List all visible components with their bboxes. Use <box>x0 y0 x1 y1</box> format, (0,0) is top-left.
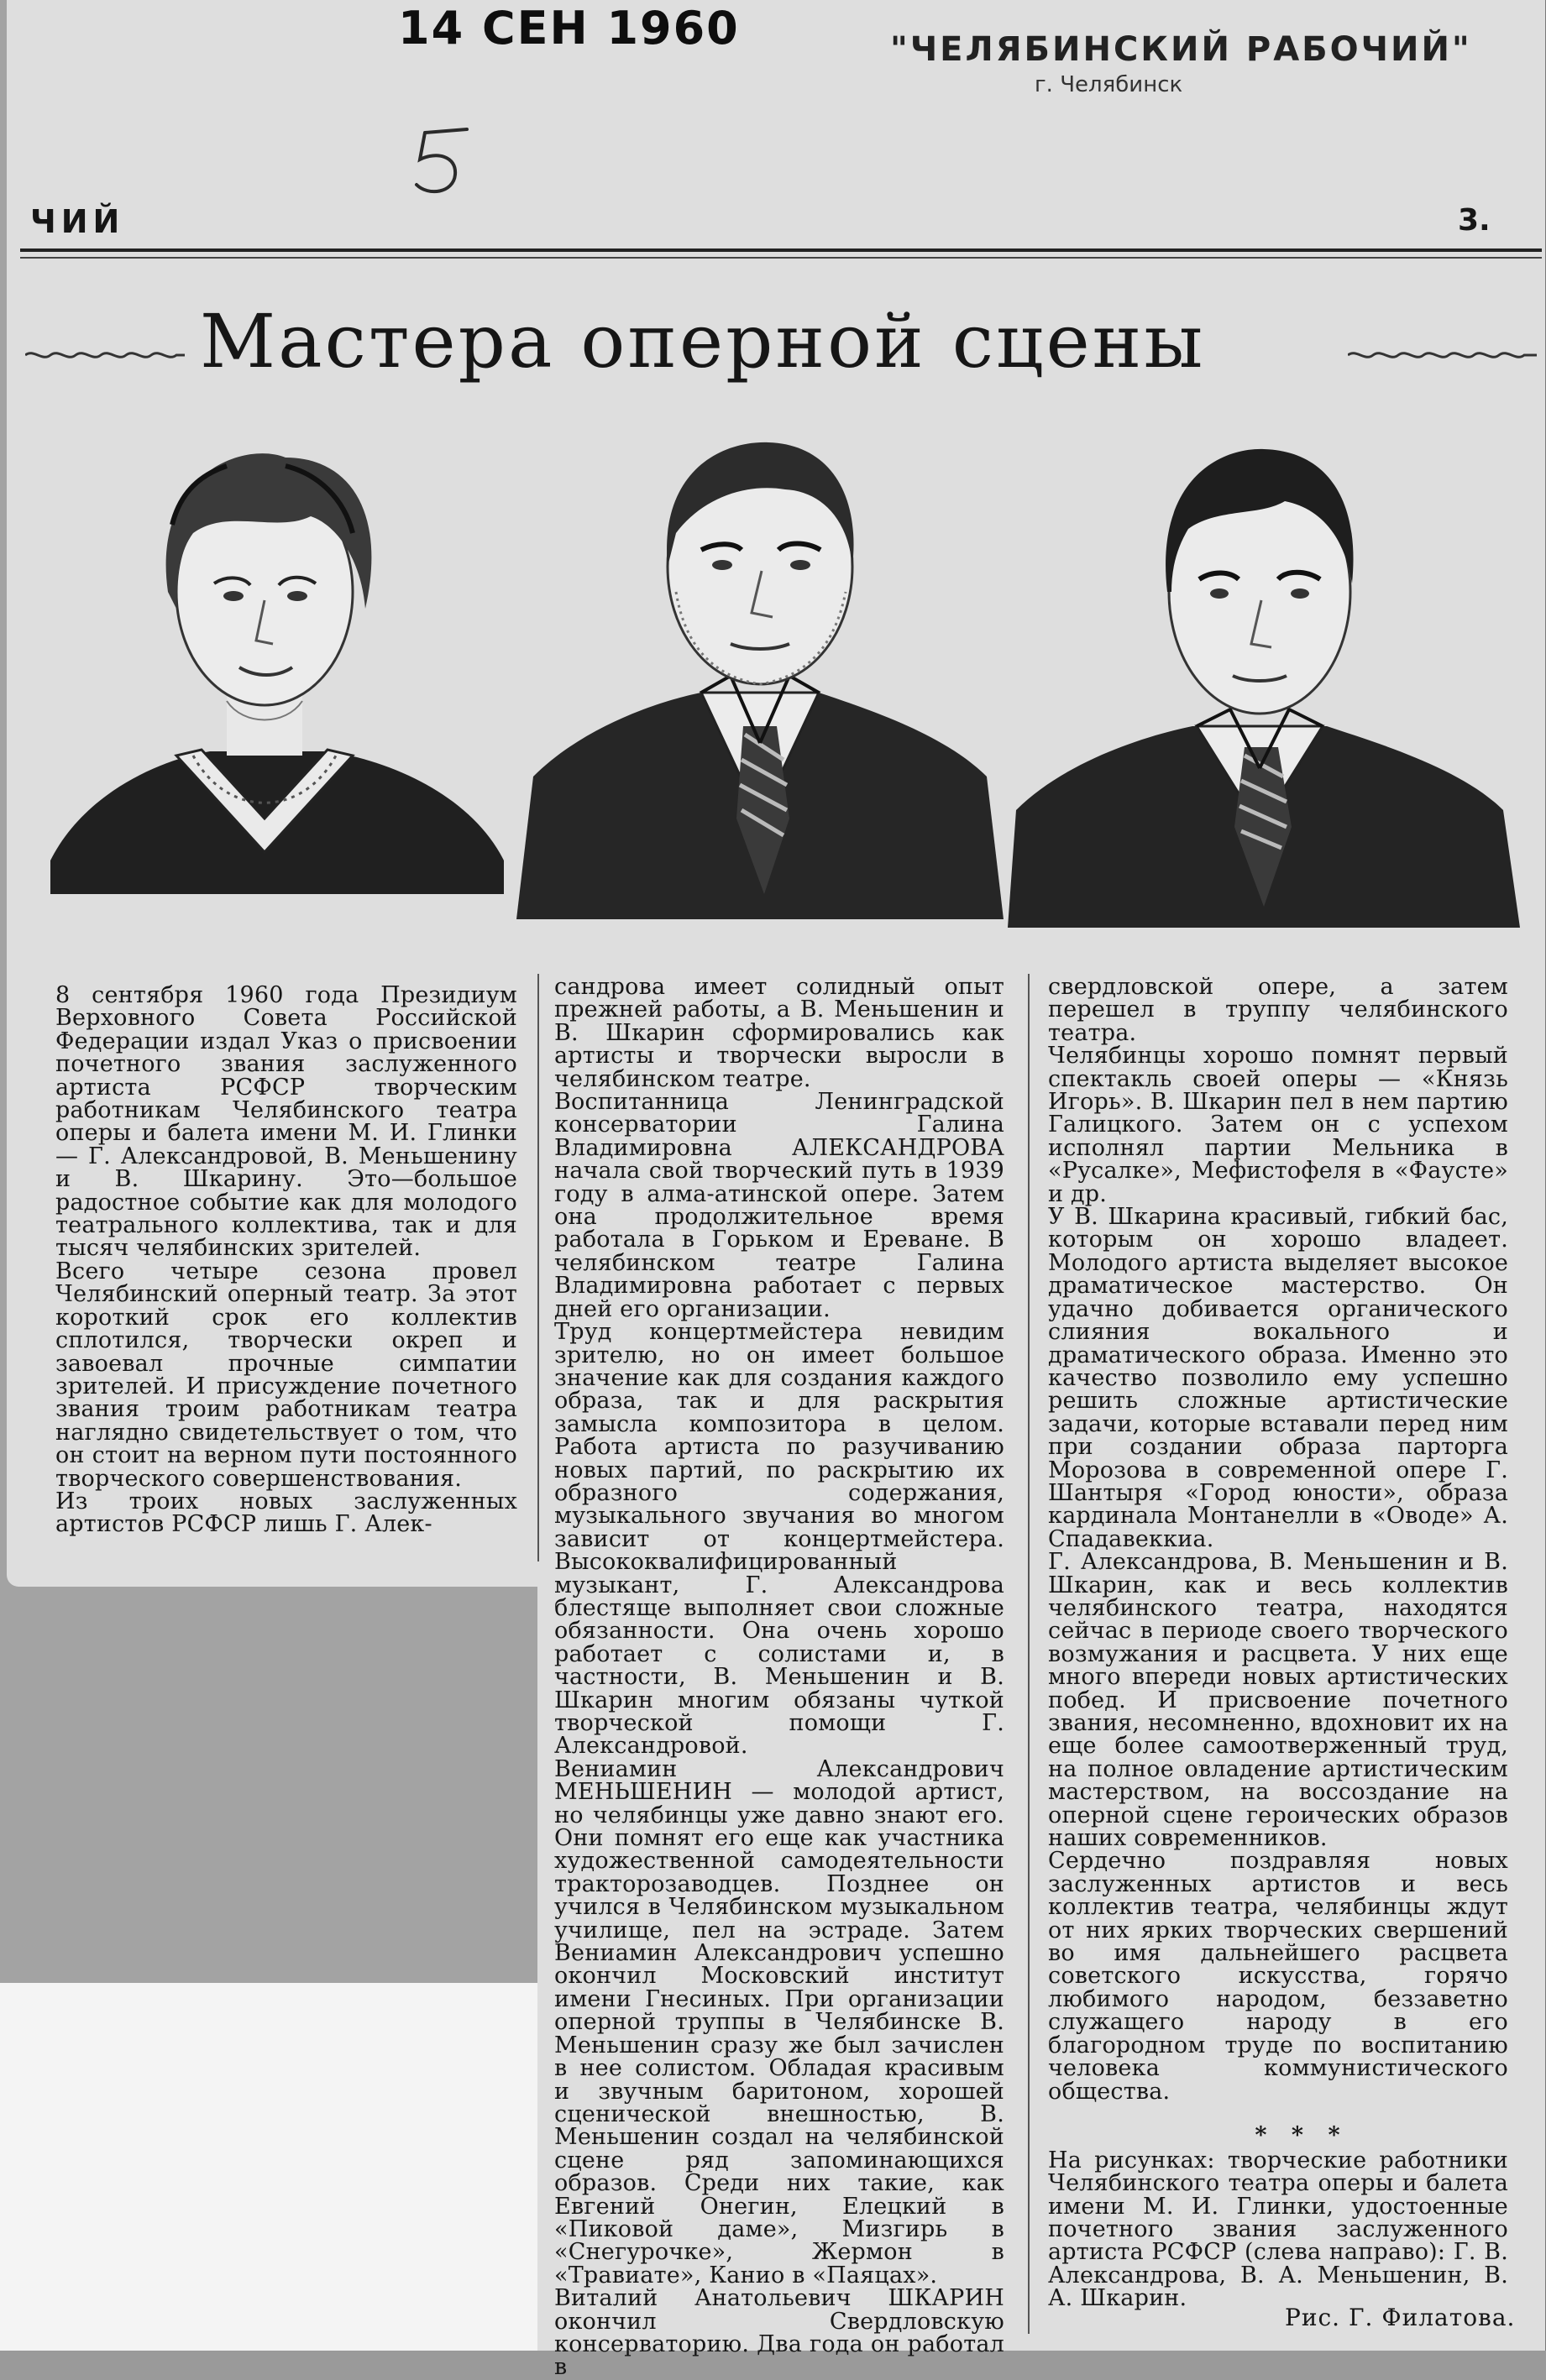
page-number: 3. <box>1458 203 1491 238</box>
header-rule <box>20 248 1542 252</box>
woman-portrait-icon <box>34 424 504 894</box>
title-ornament-left <box>25 348 185 362</box>
man-portrait-icon <box>516 424 1004 919</box>
clipping-date-stamp: 14 СЕН 1960 <box>398 2 740 55</box>
header-rule-thin <box>20 257 1542 259</box>
man-portrait-icon <box>1008 424 1520 928</box>
title-ornament-right <box>1348 348 1537 362</box>
column-divider <box>537 974 539 1561</box>
column-divider <box>1028 974 1030 2334</box>
scan-bed-white-area <box>0 1983 546 2351</box>
illustration-credit: Рис. Г. Филатова. <box>1285 2304 1516 2331</box>
page-header-left: ЧИЙ <box>30 203 125 240</box>
article-column-3: свердловской опере, а затем перешел в труппу челябинского театра. Челябинцы хорошо помнят первый спектакль своей оперы — «Князь Игорь». В. Шкарин пел в нем партию Галицкого. Затем он с успехом исполнял партии Мельника в «Русалке», Мефистофеля в «Фаусте» и др. У В. Шкарина красивый, гибкий бас, которым он хорошо владеет. Молодого артиста выделяет высокое драматическое мастерство. Он удачно добивается органического слияния вокального и драматического образа. Именно это качество позволило ему успешно решить сложные артистические задачи, которые вставали перед ним при создании образа парторга Морозова в современной опере Г. Шантыря «Город юности», образа кардинала Монтанелли в «Оводе» А. Спадавеккиа. Г. Александрова, В. Меньшенин и В. Шкарин, как и весь коллектив челябинского театра, находятся сейчас в периоде своего творческого возмужания и расцвета. У них еще много впереди новых артистических побед. И присвоение почетного звания, несомненно, вдохновит их на еще более самоотверженный труд, на полное овладение артистическим мастерством, на воссоздание на оперной сцене героических образов наших современников. Сердечно поздравляя новых заслуженных артистов и весь коллектив театра, челябинцы ждут от них ярких творческих свершений во имя дальнейшего расцвета советского искусства, горячо любимого народом, беззаветно служащего народу в его благородном труде по воспитанию человека коммунистического общества. На рисунках: творческие работники Челябинского театра оперы и балета имени М. И. Глинки, удостоенные почетного звания заслуженного артиста РСФСР (слева направо): Г. В. Александрова, В. А. Меньшенин, В. А. Шкарин. <box>1048 974 1508 2312</box>
caption-separator: * * * <box>1255 2122 1349 2148</box>
article-column-1: 8 сентября 1960 года Президиум Верховного Совета Российской Федерации издал Указ о присвоении почетного звания заслуженного артиста РСФСР творческим работникам Челябинского театра оперы и балета имени М. И. Глинки — Г. Александровой, В. Меньшенину и В. Шкарину. Это—большое радостное событие как для молодого театрального коллектива, так и для тысяч челябинских зрителей. Всего четыре сезона провел Челябинский оперный театр. За этот короткий срок его коллектив сплотился, творчески окреп и завоевал прочные симпатии зрителей. И присуждение почетного звания троим работникам театра наглядно свидетельствует о том, что он стоит на верном пути постоянного творческого совершенствования. Из троих новых заслуженных артистов РСФСР лишь Г. Алек- <box>55 982 517 1538</box>
city-stamp: г. Челябинск <box>1035 72 1183 97</box>
article-column-2: сандрова имеет солидный опыт прежней работы, а В. Меньшенин и В. Шкарин сформировались как артисты и творчески выросли в челябинском театре. Воспитанница Ленинградской консерватории Галина Владимировна АЛЕКСАНДРОВА начала свой творческий путь в 1939 году в алма-атинской опере. Затем она продолжительное время работала в Горьком и Ереване. В челябинском театре Галина Владимировна работает с первых дней его организации. Труд концертмейстера невидим зрителю, но он имеет большое значение как для создания каждого образа, так и для раскрытия замысла композитора в целом. Работа артиста по разучиванию новых партий, по раскрытию их образного содержания, музыкального звучания во многом зависит от концертмейстера. Высококвалифицированный музыкант, Г. Александрова блестяще выполняет свои сложные обязанности. Она очень хорошо работает с солистами и, в частности, В. Меньшенин и В. Шкарин многим обязаны чуткой творческой помощи Г. Александровой. Вениамин Александрович МЕНЬШЕНИН — молодой артист, но челябинцы уже давно знают его. Они помнят его еще как участника художественной самодеятельности тракторозаводцев. Позднее он учился в Челябинском музыкальном училище, пел на эстраде. Затем Вениамин Александрович успешно окончил Московский институт имени Гнесиных. При организации оперной труппы в Челябинске В. Меньшенин сразу же был зачислен в нее солистом. Обладая красивым и звучным баритоном, хорошей сценической внешностью, В. Меньшенин создал на челябинской сцене ряд запоминающихся образов. Среди них такие, как Евгений Онегин, Елецкий в «Пиковой даме», Мизгирь в «Снегурочке», Жермон в «Травиате», Канио в «Паяцах». Виталий Анатольевич ШКАРИН окончил Свердловскую консерваторию. Два года он работал в <box>554 974 1004 2380</box>
handwritten-number-mark <box>408 126 475 201</box>
newspaper-name-stamp: "ЧЕЛЯБИНСКИЙ РАБОЧИЙ" <box>890 30 1472 69</box>
article-title: Мастера оперной сцены <box>200 298 1206 384</box>
